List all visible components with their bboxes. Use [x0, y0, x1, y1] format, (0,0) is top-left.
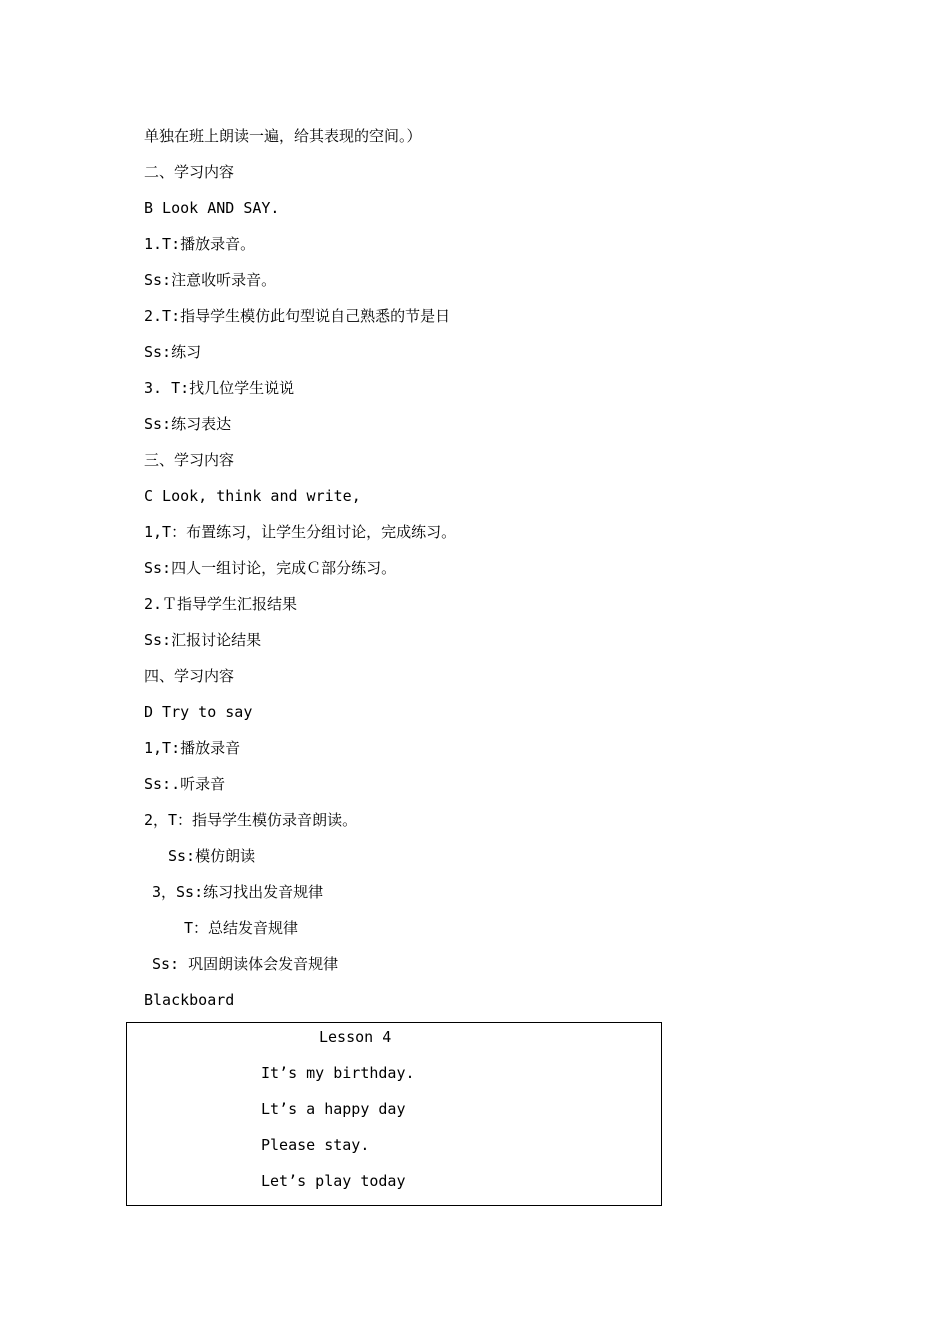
text-line-intro-end: 单独在班上朗读一遍，给其表现的空间。） [144, 127, 422, 145]
text-line: Ss:练习表达 [144, 415, 232, 433]
text-line: Ss: 巩固朗读体会发音规律 [152, 955, 339, 973]
blackboard-line: Let’s play today [261, 1172, 406, 1190]
text-line: 1,T:播放录音 [144, 739, 241, 757]
text-line: Ss:汇报讨论结果 [144, 631, 262, 649]
blackboard-box [126, 1022, 662, 1206]
text-line-c-look-think-write: C Look, think and write, [144, 487, 361, 505]
blackboard-line: Lt’s a happy day [261, 1100, 406, 1118]
blackboard-title: Lesson 4 [319, 1028, 392, 1046]
text-line: 2.T:指导学生模仿此句型说自己熟悉的节是日 [144, 307, 451, 325]
section-heading-4: 四、学习内容 [144, 667, 235, 685]
text-line: 1.T:播放录音。 [144, 235, 256, 253]
text-line: Ss:模仿朗读 [168, 847, 256, 865]
text-line: 2，T：指导学生模仿录音朗读。 [144, 811, 358, 829]
blackboard-heading: Blackboard [144, 991, 235, 1009]
blackboard-line: Please stay. [261, 1136, 370, 1154]
text-line: Ss:练习 [144, 343, 202, 361]
text-line: 2.Ｔ指导学生汇报结果 [144, 595, 298, 613]
text-line-d-try-to-say: D Try to say [144, 703, 253, 721]
text-line: Ss:四人一组讨论，完成Ｃ部分练习。 [144, 559, 397, 577]
text-line: 3. T:找几位学生说说 [144, 379, 295, 397]
blackboard-line: It’s my birthday. [261, 1064, 415, 1082]
text-line: 1,T：布置练习，让学生分组讨论，完成练习。 [144, 523, 457, 541]
text-line: Ss:.听录音 [144, 775, 226, 793]
text-line: 3，Ss:练习找出发音规律 [152, 883, 324, 901]
text-line: Ss:注意收听录音。 [144, 271, 277, 289]
section-heading-3: 三、学习内容 [144, 451, 235, 469]
text-line: T：总结发音规律 [184, 919, 299, 937]
text-line-b-look-and-say: B Look AND SAY. [144, 199, 280, 217]
section-heading-2: 二、学习内容 [144, 163, 235, 181]
